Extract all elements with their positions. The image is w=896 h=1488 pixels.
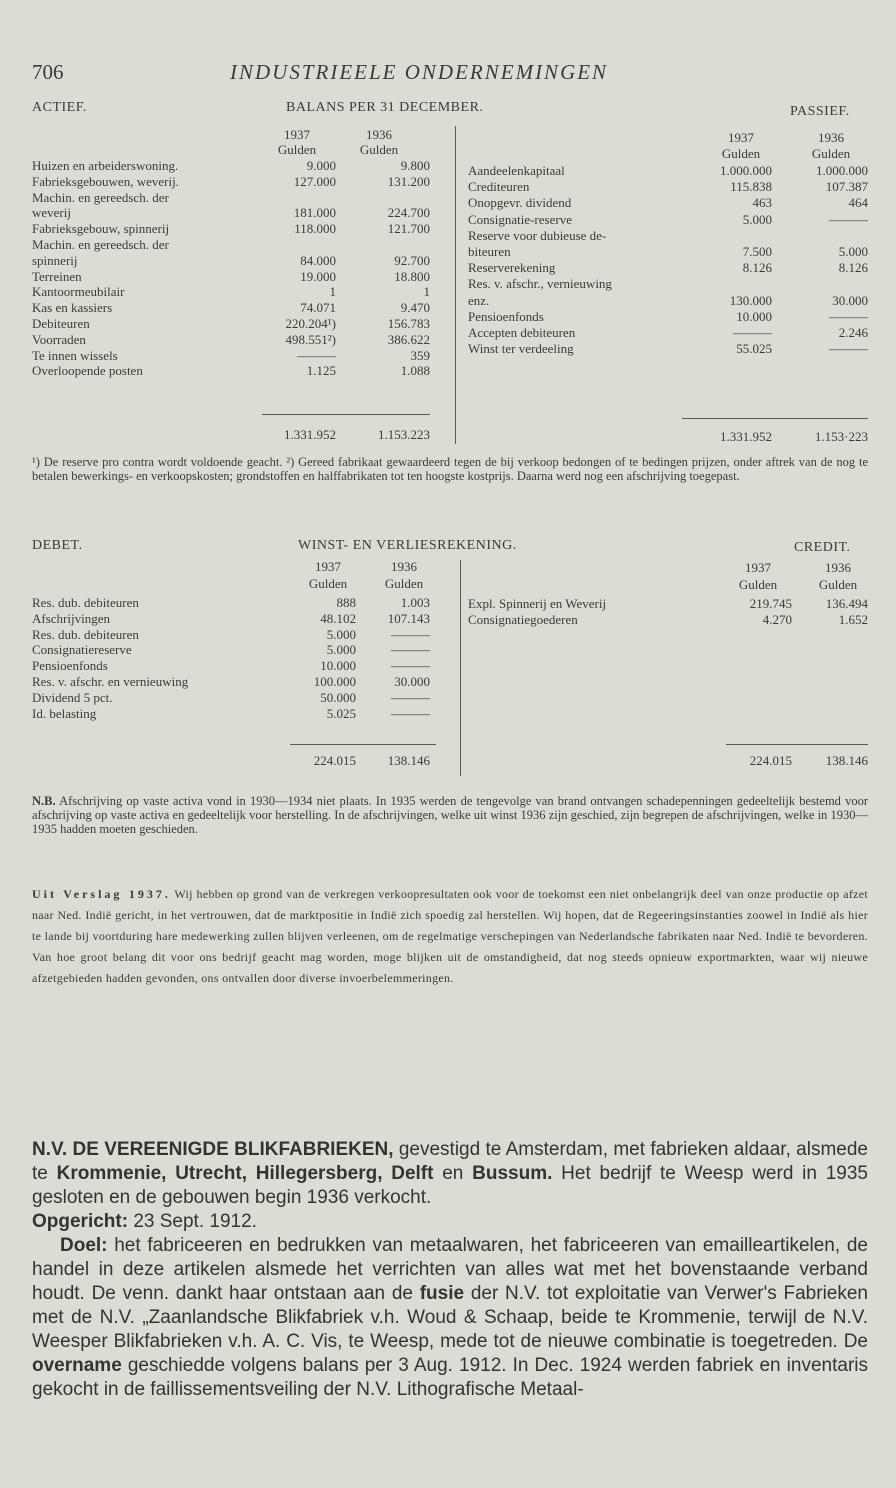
debet-row-value-1936: ——— <box>391 705 430 721</box>
passief-row-label: enz. <box>468 292 490 308</box>
actief-row-value-1937: ——— <box>297 347 336 363</box>
actief-row-value-1937: 1.125 <box>306 363 336 379</box>
passief-total-1937: 1.331.952 <box>720 429 772 444</box>
debet-row-label: Res. v. afschr. en vernieuwing <box>32 674 189 689</box>
debet-row-value-1936: 30.000 <box>394 674 430 689</box>
actief-row-value-1936: 18.800 <box>394 268 430 284</box>
passief-row-value-1936: 5.000 <box>838 244 868 259</box>
debet-row-label: Afschrijvingen <box>32 610 110 626</box>
debet-row-value-1936: ——— <box>391 658 430 674</box>
passief-row-label: Crediteuren <box>468 179 530 195</box>
debet-heading: DEBET. <box>32 538 83 553</box>
debet-total-rule <box>290 744 436 745</box>
company-text-2: en <box>433 1163 473 1184</box>
doel-text-2: der N.V. tot exploitatie van Verwer's Fabrieken met de N.V. „Zaanlandsche Blikfabriek v.h. Woud & Schaap, beide te Krommenie, terwijl de N.V. Weesper Blikfabrieken v.h. A. C. Vis, te Weesp, mede tot de nieuwe combinatie is toegetreden. De <box>32 1283 868 1352</box>
passief-row-value-1937: 463 <box>752 195 772 211</box>
winst-unit-right-1: Gulden <box>738 577 778 592</box>
opgericht-value: 23 Sept. 1912. <box>128 1211 257 1232</box>
page-number: 706 <box>32 60 64 84</box>
debet-row-value-1937: 5.000 <box>326 626 356 642</box>
verslag-text: Wij hebben op grond van de verkregen verkoopresultaten ook voor de toekomst een niet onbelangrijk deel van onze productie op afzet naar Ned. Indië gericht, in het vertrouwen, dat de marktpositie in Indië zich spoedig zal herstellen. Wij hopen, dat de Regeeringsinstanties zoowel in Indië als hier te lande bij voortduring hare medewerking zullen blijven verleenen, om de regelmatige verschepingen van Nederlandsche fabrikaten naar Ned. Indië te bevorderen. Van hoe groot belang dit voor ons bedrijf geacht mag worden, moge blijken uit de omstandigheid, dat nog steeds opnieuw exportmarkten, waar wij nieuwe afzetgebieden hadden gevonden, ons ontvallen door diverse invoerbelemmeringen. <box>32 887 869 985</box>
actief-row-label: Terreinen <box>32 268 82 284</box>
passief-row-value-1937: 10.000 <box>736 308 772 324</box>
actief-row-value-1936: 1 <box>423 284 430 300</box>
overname-term: overname <box>32 1355 122 1376</box>
debet-row-value-1937: 10.000 <box>320 658 356 674</box>
passief-row-label: Reserve voor dubieuse de- <box>468 227 607 243</box>
actief-row-value-1936: 9.470 <box>400 300 430 316</box>
credit-total-rule <box>726 744 868 745</box>
actief-row-label: Voorraden <box>32 331 86 347</box>
actief-row-value-1936: 9.800 <box>400 158 430 173</box>
actief-row-value-1936: 224.700 <box>387 205 430 221</box>
passief-row-label: biteuren <box>468 244 511 259</box>
credit-row-value-1936: 136.494 <box>825 596 868 611</box>
company-text-3: Het bedrijf te Weesp werd in 1935 gesloten en de gebouwen begin 1936 verkocht. <box>32 1163 868 1208</box>
actief-row-value-1936: 92.700 <box>394 252 430 268</box>
passief-row-label: Aandeelenkapitaal <box>468 163 565 178</box>
nb-label: N.B. <box>32 794 56 808</box>
balans-year-1936-left: 1936 <box>366 127 392 142</box>
actief-row-label: Machin. en gereedsch. der <box>32 237 169 252</box>
company-name: N.V. DE VEREENIGDE BLIKFABRIEKEN, <box>32 1139 394 1160</box>
passief-row-value-1936: ——— <box>829 341 868 357</box>
balans-footnote: ¹) De reserve pro contra wordt voldoende geacht. ²) Gereed fabrikaat gewaardeerd tegen de bij verkoop bedongen of te bedingen prijzen, onder aftrek van de nog te betalen bewerkings- en verkoopskosten; grondstoffen en halffabrikaten tot ten hoogste kostprijs. Daarna werd nog een afschrijving toegepast. <box>32 455 868 483</box>
nb-text: Afschrijving op vaste activa vond in 1930—1934 niet plaats. In 1935 werden de tengevolge van brand ontvangen schadepenningen gedeeltelijk bestemd voor afschrijving op vaste activa en gedeeltelijk voor herstelling. In de afschrijvingen, welke uit winst 1936 zijn geschied, zijn begrepen de afschrijvingen, welke in 1930—1935 hadden moeten geschieden. <box>32 794 868 836</box>
passief-row-value-1936: 1.000.000 <box>816 163 868 178</box>
actief-row-label: Overloopende posten <box>32 363 143 379</box>
debet-row-value-1936: ——— <box>391 626 430 642</box>
actief-row-label: spinnerij <box>32 252 78 268</box>
debet-row-label: Pensioenfonds <box>32 658 108 674</box>
credit-row-label: Expl. Spinnerij en Weverij <box>468 596 607 611</box>
opgericht-label: Opgericht: <box>32 1211 129 1232</box>
running-title: INDUSTRIEELE ONDERNEMINGEN <box>230 60 609 84</box>
actief-row-label: Machin. en gereedsch. der <box>32 189 169 205</box>
actief-row-value-1936: 359 <box>410 347 430 363</box>
actief-row-label: Debiteuren <box>32 316 90 331</box>
verslag-label: Uit Verslag 1937. <box>32 887 171 901</box>
passief-total-1936: 1.153·223 <box>814 429 868 444</box>
actief-row-value-1937: 118.000 <box>294 221 336 237</box>
balans-unit-left-2: Gulden <box>359 142 399 157</box>
winst-year-1937-left: 1937 <box>315 559 341 574</box>
passief-row-value-1936: 8.126 <box>838 260 868 276</box>
debet-total-1937: 224.015 <box>313 753 356 768</box>
actief-row-label: Huizen en arbeiderswoning. <box>32 158 179 173</box>
winst-year-1937-right: 1937 <box>745 560 771 575</box>
actief-row-value-1936: 131.200 <box>387 173 430 189</box>
actief-row-value-1936: 121.700 <box>387 221 430 237</box>
debet-row-value-1937: 48.102 <box>320 610 356 626</box>
debet-row-label: Id. belasting <box>32 705 97 721</box>
debet-row-value-1937: 100.000 <box>313 674 356 689</box>
balans-unit-right-1: Gulden <box>721 146 761 161</box>
passief-row-value-1936: ——— <box>829 308 868 324</box>
passief-row-label: Pensioenfonds <box>468 308 544 324</box>
actief-row-value-1937: 19.000 <box>300 268 336 284</box>
company-text-1: gevestigd te Amsterdam, met fabrieken aldaar, alsmede te <box>32 1139 868 1184</box>
debet-row-value-1936: 1.003 <box>400 595 430 610</box>
balans-heading: BALANS PER 31 DECEMBER. <box>286 100 484 115</box>
passief-row-value-1936: 2.246 <box>838 325 868 340</box>
winst-unit-right-2: Gulden <box>818 577 858 592</box>
actief-total-rule <box>262 414 430 415</box>
company-places: Krommenie, Utrecht, Hillegersberg, Delft <box>56 1163 434 1184</box>
winst-unit-left-2: Gulden <box>384 576 424 591</box>
company-place-last: Bussum. <box>472 1163 553 1184</box>
actief-row-value-1937: 181.000 <box>293 205 336 221</box>
actief-row-value-1937: 498.551²) <box>285 331 336 347</box>
passief-row-value-1937: 7.500 <box>742 244 772 259</box>
actief-total-1937: 1.331.952 <box>284 427 336 442</box>
winst-year-1936-left: 1936 <box>391 559 417 574</box>
debet-row-label: Consignatiereserve <box>32 642 132 658</box>
debet-row-label: Res. dub. debiteuren <box>32 595 139 610</box>
company-paragraph <box>32 1138 868 1402</box>
credit-row-value-1937: 219.745 <box>749 596 792 611</box>
passief-row-value-1937: 1.000.000 <box>720 163 772 178</box>
debet-total-1936: 138.146 <box>387 753 430 768</box>
debet-row-label: Res. dub. debiteuren <box>32 626 139 642</box>
debet-row-value-1936: ——— <box>391 689 430 705</box>
credit-heading: CREDIT. <box>794 540 851 555</box>
debet-row-value-1937: 5.000 <box>326 642 356 658</box>
passief-row-value-1936: 464 <box>848 195 868 211</box>
balans-divider <box>455 126 456 444</box>
passief-row-value-1936: 30.000 <box>832 292 868 308</box>
passief-row-label: Onopgevr. dividend <box>468 195 572 211</box>
actief-total-1936: 1.153.223 <box>378 427 430 442</box>
balans-year-1937-right: 1937 <box>728 130 754 145</box>
credit-total-1937: 224.015 <box>749 753 792 768</box>
passief-row-value-1937: 130.000 <box>729 292 772 308</box>
passief-heading: PASSIEF. <box>790 104 850 119</box>
passief-row-value-1937: 55.025 <box>736 341 772 357</box>
passief-row-value-1937: 8.126 <box>742 260 772 276</box>
actief-row-label: Kas en kassiers <box>32 300 113 316</box>
actief-row-label: Te innen wissels <box>32 347 118 363</box>
actief-row-label: Fabrieksgebouw, spinnerij <box>32 221 170 237</box>
doel-label: Doel: <box>60 1235 108 1256</box>
actief-row-value-1937: 1 <box>329 284 336 300</box>
nb-paragraph <box>32 794 868 836</box>
actief-row-value-1937: 127.000 <box>293 173 336 189</box>
verslag-paragraph <box>32 884 868 989</box>
winst-heading: WINST- EN VERLIESREKENING. <box>298 538 517 553</box>
actief-row-value-1937: 84.000 <box>300 252 336 268</box>
debet-row-label: Dividend 5 pct. <box>32 689 113 705</box>
passief-row-value-1936: ——— <box>829 211 868 227</box>
passief-row-value-1937: 115.838 <box>730 179 772 195</box>
debet-row-value-1937: 888 <box>336 595 356 610</box>
passief-row-label: Winst ter verdeeling <box>468 341 574 357</box>
winst-year-1936-right: 1936 <box>825 560 851 575</box>
debet-row-value-1936: 107.143 <box>387 610 430 626</box>
passief-row-label: Consignatie-reserve <box>468 211 572 227</box>
passief-row-value-1937: 5.000 <box>742 211 772 227</box>
actief-heading: ACTIEF. <box>32 100 87 115</box>
actief-row-value-1936: 1.088 <box>400 363 430 379</box>
passief-row-label: Accepten debiteuren <box>468 325 576 340</box>
doel-text-1: het fabriceeren en bedrukken van metaalwaren, het fabriceeren van emailleartikelen, de handel in deze artikelen alsmede het verrichten van alles wat met het bovenstaande verband houdt. De venn. dankt haar ontstaan aan de <box>32 1235 868 1304</box>
actief-row-label: Fabrieksgebouwen, weverij. <box>32 173 179 189</box>
actief-row-label: weverij <box>32 205 71 221</box>
debet-row-value-1937: 5.025 <box>326 705 356 721</box>
passief-row-label: Reserverekening <box>468 260 556 276</box>
winst-divider <box>460 560 461 776</box>
actief-row-value-1937: 220.204¹) <box>285 316 336 331</box>
passief-row-label: Res. v. afschr., vernieuwing <box>468 276 612 292</box>
credit-row-value-1936: 1.652 <box>838 611 868 627</box>
passief-total-rule <box>682 418 868 419</box>
balans-unit-right-2: Gulden <box>811 146 851 161</box>
doel-text-3: geschiedde volgens balans per 3 Aug. 1912. In Dec. 1924 werden fabriek en inventaris gekocht in de faillissementsveiling der N.V. Lithografische Metaal- <box>32 1355 868 1400</box>
actief-row-value-1937: 74.071 <box>300 300 336 316</box>
passief-row-value-1937: ——— <box>733 325 772 340</box>
fusie-term: fusie <box>419 1283 465 1304</box>
actief-row-label: Kantoormeubilair <box>32 284 125 300</box>
actief-row-value-1936: 386.622 <box>387 331 430 347</box>
actief-row-value-1936: 156.783 <box>387 316 430 331</box>
actief-row-value-1937: 9.000 <box>306 158 336 173</box>
winst-unit-left-1: Gulden <box>308 576 348 591</box>
credit-row-value-1937: 4.270 <box>762 611 792 627</box>
balans-year-1936-right: 1936 <box>818 130 844 145</box>
credit-row-label: Consignatiegoederen <box>468 611 578 627</box>
debet-row-value-1937: 50.000 <box>320 689 356 705</box>
balans-unit-left-1: Gulden <box>277 142 317 157</box>
credit-total-1936: 138.146 <box>825 753 868 768</box>
balans-year-1937-left: 1937 <box>284 127 310 142</box>
passief-row-value-1936: 107.387 <box>825 179 868 195</box>
debet-row-value-1936: ——— <box>391 642 430 658</box>
